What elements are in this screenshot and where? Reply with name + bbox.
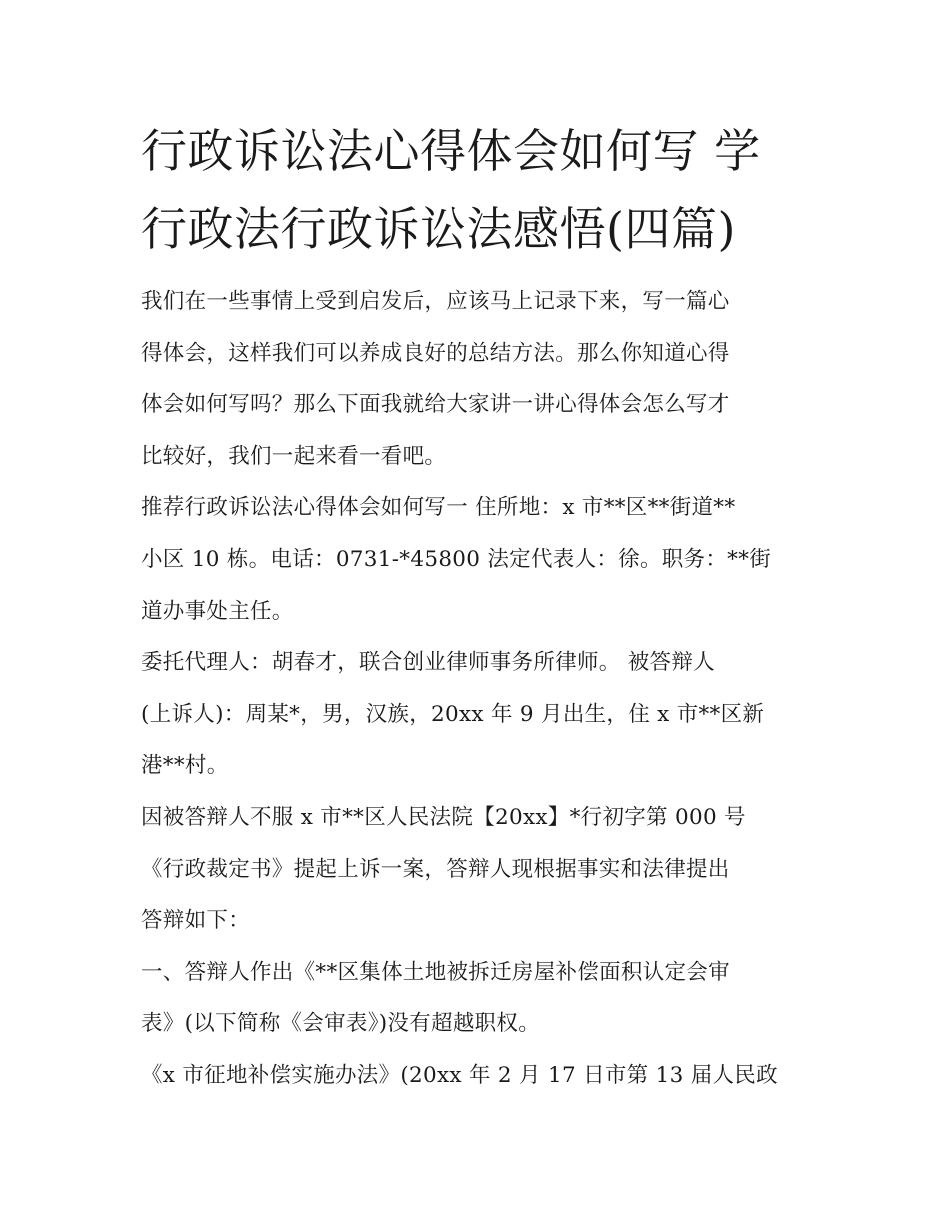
text-line: 道办事处主任。: [141, 598, 294, 624]
text-line: 推荐行政诉讼法心得体会如何写一 住所地：x 市**区**街道**: [141, 495, 736, 521]
title-line: 行政法行政诉讼法感悟(四篇): [141, 202, 736, 256]
paragraph-case-background: [141, 792, 813, 947]
paragraph-intro: [141, 276, 813, 482]
text-line: 答辩如下：: [141, 908, 251, 934]
text-line: 我们在一些事情上受到启发后，应该马上记录下来，写一篇心: [141, 289, 730, 314]
text-line: 因被答辩人不服 x 市**区人民法院【20xx】*行初字第 000 号: [141, 804, 746, 830]
text-line: (上诉人)：周某*，男，汉族，20xx 年 9 月出生，住 x 市**区新: [141, 701, 765, 727]
text-line: 得体会，这样我们可以养成良好的总结方法。那么你知道心得: [141, 340, 730, 366]
paragraph-respondent-info: [141, 482, 813, 637]
text-line: 表》(以下简称《会审表》)没有超越职权。: [141, 1011, 541, 1037]
document-title: [141, 112, 813, 268]
text-line: 比较好，我们一起来看一看吧。: [141, 443, 447, 469]
text-line: 体会如何写吗？那么下面我就给大家讲一讲心得体会怎么写才: [141, 392, 730, 418]
paragraph-point-one: [141, 947, 813, 1050]
text-line: 《行政裁定书》提起上诉一案，答辩人现根据事实和法律提出: [141, 856, 730, 882]
paragraph-regulation: [141, 1050, 813, 1102]
document-body: [141, 276, 813, 1102]
text-line: 小区 10 栋。电话：0731-*45800 法定代表人：徐。职务：**街: [141, 546, 772, 572]
title-line: 行政诉讼法心得体会如何写 学: [141, 124, 761, 178]
text-line: 《x 市征地补偿实施办法》(20xx 年 2 月 17 日市第 13 届人民政: [141, 1062, 778, 1088]
text-line: 一、答辩人作出《**区集体土地被拆迁房屋补偿面积认定会审: [141, 959, 730, 985]
text-line: 委托代理人：胡春才，联合创业律师事务所律师。 被答辩人: [141, 650, 715, 676]
paragraph-agent-info: [141, 637, 813, 792]
text-line: 港**村。: [141, 753, 229, 779]
